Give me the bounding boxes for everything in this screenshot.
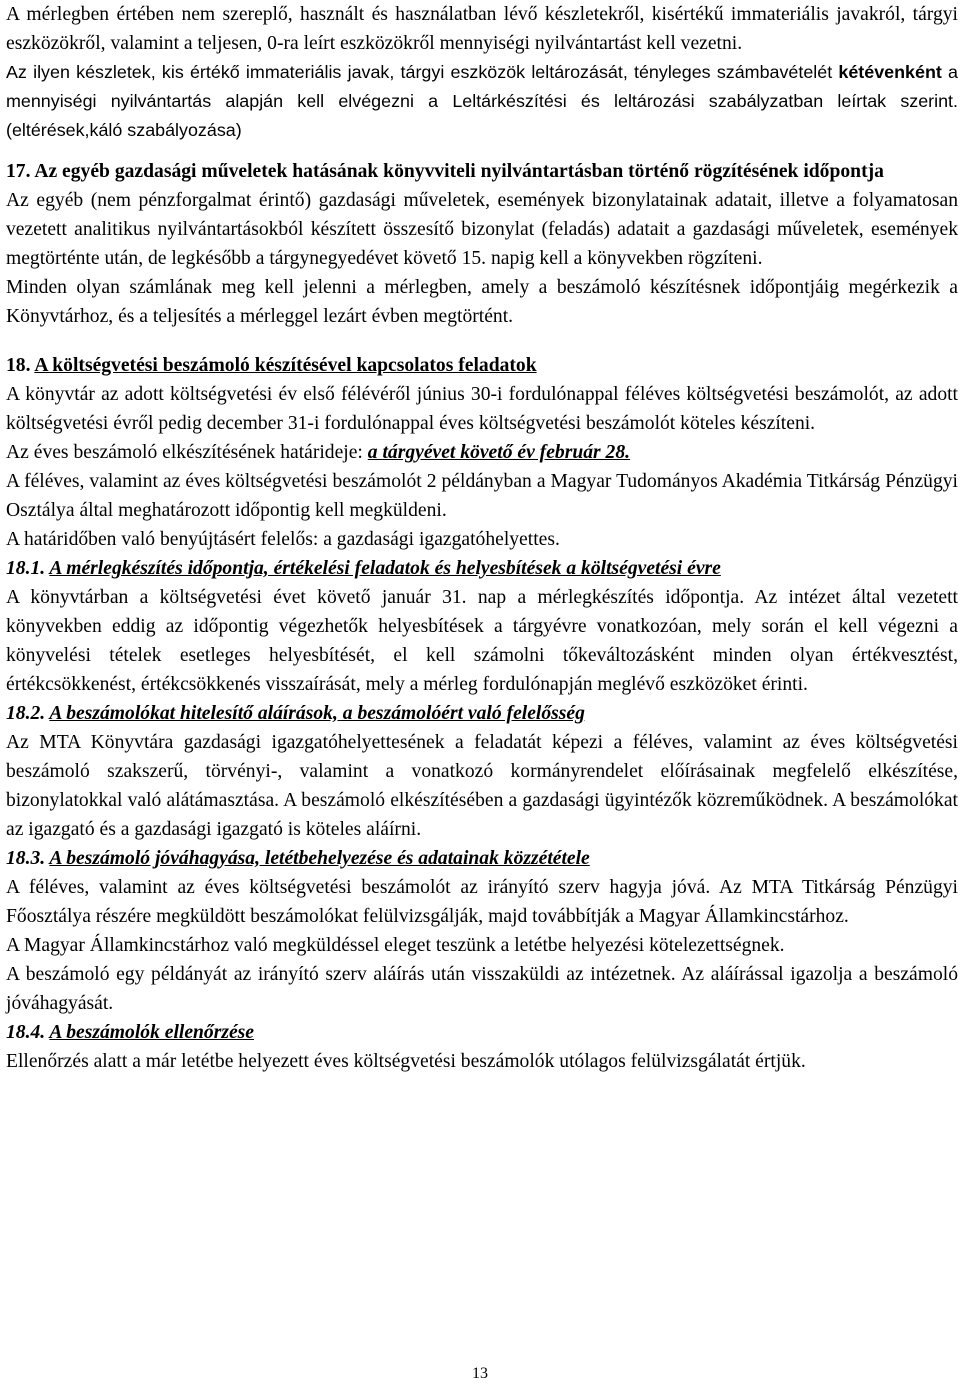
section-18-paragraph-2 bbox=[6, 438, 958, 467]
section-18-4-paragraph-1: Ellenőrzés alatt a már letétbe helyezett éves költségvetési beszámolók utólagos felülvizsgálatát értjük. bbox=[6, 1051, 806, 1072]
section-18-paragraph-1: A könyvtár az adott költségvetési év első félévéről június 30-i fordulónappal féléves költségvetési beszámolót, az adott költségvetési évről pedig december 31-i fordulónappal éves költségvetési beszámolót köteles készíteni. bbox=[6, 384, 958, 434]
section-18-3-paragraph-3: A beszámoló egy példányát az irányító szerv aláírás után visszaküldi az intézetnek. Az aláírással igazolja a beszámoló jóváhagyását. bbox=[6, 964, 958, 1014]
section-18-2-title: A beszámolókat hitelesítő aláírások, a beszámolóért való felelősség bbox=[49, 703, 585, 724]
section-18-number: 18. bbox=[6, 355, 35, 376]
section-18-1-number: 18.1. bbox=[6, 558, 50, 579]
section-18-1-title: A mérlegkészítés időpontja, értékelési feladatok és helyesbítések a költségvetési évre bbox=[49, 558, 721, 579]
section-18-deadline-value: a tárgyévet követő év február 28. bbox=[367, 442, 631, 463]
section-18-3-title: A beszámoló jóváhagyása, letétbehelyezése és adatainak közzététele bbox=[49, 848, 590, 869]
section-17-heading bbox=[6, 157, 958, 186]
section-18-title: A költségvetési beszámoló készítésével kapcsolatos feladatok bbox=[34, 355, 537, 376]
intro-paragraph-2-bold: kétévenként bbox=[838, 62, 942, 82]
section-18-2-paragraph-1: Az MTA Könyvtára gazdasági igazgatóhelyettesének a feladatát képezi a féléves, valamint az éves költségvetési beszámoló szakszerű, törvényi-, valamint a vonatkozó kormányrendelet előírásainak megfelelő elkészítése, bizonylatokkal való alátámasztása. A beszámoló elkészítésében a gazdasági ügyintézők közreműködnek. A beszámolókat az igazgató és a gazdasági igazgató is köteles aláírni. bbox=[6, 732, 958, 840]
intro-paragraph-1: A mérlegben értében nem szereplő, használt és használatban lévő készletekről, kisértékű immateriális javakról, tárgyi eszközökről, valamint a teljesen, 0-ra leírt eszközökről mennyiségi nyilvántartást kell vezetni. bbox=[6, 4, 958, 54]
intro-paragraph-2 bbox=[6, 58, 958, 145]
section-18-deadline-label: Az éves beszámoló elkészítésének határideje: bbox=[6, 442, 368, 463]
section-18-3-number: 18.3. bbox=[6, 848, 50, 869]
section-18-heading bbox=[6, 351, 958, 380]
intro-paragraph-2-text-a: Az ilyen készletek, kis értékő immateriális javak, tárgyi eszközök leltározását, tényleges számbavételét bbox=[6, 62, 839, 82]
section-18-3-paragraph-2: A Magyar Államkincstárhoz való megküldéssel eleget teszünk a letétbe helyezési kötelezettségnek. bbox=[6, 935, 785, 956]
section-17-title: Az egyéb gazdasági műveletek hatásának könyvviteli nyilvántartásban történő rögzítésének időpontja bbox=[34, 161, 884, 182]
section-18-3-paragraph-1: A féléves, valamint az éves költségvetési beszámolót az irányító szerv hagyja jóvá. Az MTA Titkárság Pénzügyi Főosztálya részére megküldött beszámolókat felülvizsgálják, majd továbbítják a Magyar Államkincstárhoz. bbox=[6, 877, 958, 927]
section-18-4-number: 18.4. bbox=[6, 1022, 50, 1043]
section-18-2-number: 18.2. bbox=[6, 703, 50, 724]
section-18-paragraph-3: A féléves, valamint az éves költségvetési beszámolót 2 példányban a Magyar Tudományos Akadémia Titkárság Pénzügyi Osztálya által meghatározott időpontig kell megküldeni. bbox=[6, 471, 958, 521]
spacer bbox=[6, 145, 958, 157]
document-page bbox=[6, 0, 958, 1076]
spacer bbox=[6, 331, 958, 351]
section-18-3-heading bbox=[6, 844, 958, 873]
page-number: 13 bbox=[472, 1365, 488, 1382]
intro-paragraph-2-text-b: a mennyiségi nyilvántartás alapján kell elvégezni a Leltárkészítési és leltározási szabályzatban leírtak szerint.(eltérések,káló szabályozása) bbox=[6, 62, 959, 140]
section-18-paragraph-4: A határidőben való benyújtásért felelős: a gazdasági igazgatóhelyettes. bbox=[6, 529, 560, 550]
section-17-paragraph-1: Az egyéb (nem pénzforgalmat érintő) gazdasági műveletek, események bizonylatainak adatait, illetve a folyamatosan vezetett analitikus nyilvántartásokból készített összesítő bizonylat (feladás) adatait a gazdasági műveletek, események megtörténte után, de legkésőbb a tárgynegyedévet követő 15. napig kell a könyvekben rögzíteni. bbox=[6, 190, 958, 269]
section-18-1-heading bbox=[6, 554, 958, 583]
section-17-number: 17. bbox=[6, 161, 35, 182]
section-18-2-heading bbox=[6, 699, 958, 728]
section-18-4-heading bbox=[6, 1018, 958, 1047]
section-18-4-title: A beszámolók ellenőrzése bbox=[49, 1022, 255, 1043]
section-17-paragraph-2: Minden olyan számlának meg kell jelenni a mérlegben, amely a beszámoló készítésnek időpontjáig megérkezik a Könyvtárhoz, és a teljesítés a mérleggel lezárt évben megtörtént. bbox=[6, 277, 958, 327]
section-18-1-paragraph-1: A könyvtárban a költségvetési évet követő január 31. nap a mérlegkészítés időpontja. Az intézet által vezetett könyvekben eddig az időpontig végezhetők helyesbítések a tárgyévre vonatkozóan, mely során el kell végezni a könyvelési tételek esetleges helyesbítését, el kell számolni tőkeváltozásként minden olyan értékvesztést, értékcsökkenést, értékcsökkenés visszaírását, mely a mérleg fordulónapján meglévő eszközöket érinti. bbox=[6, 587, 958, 695]
